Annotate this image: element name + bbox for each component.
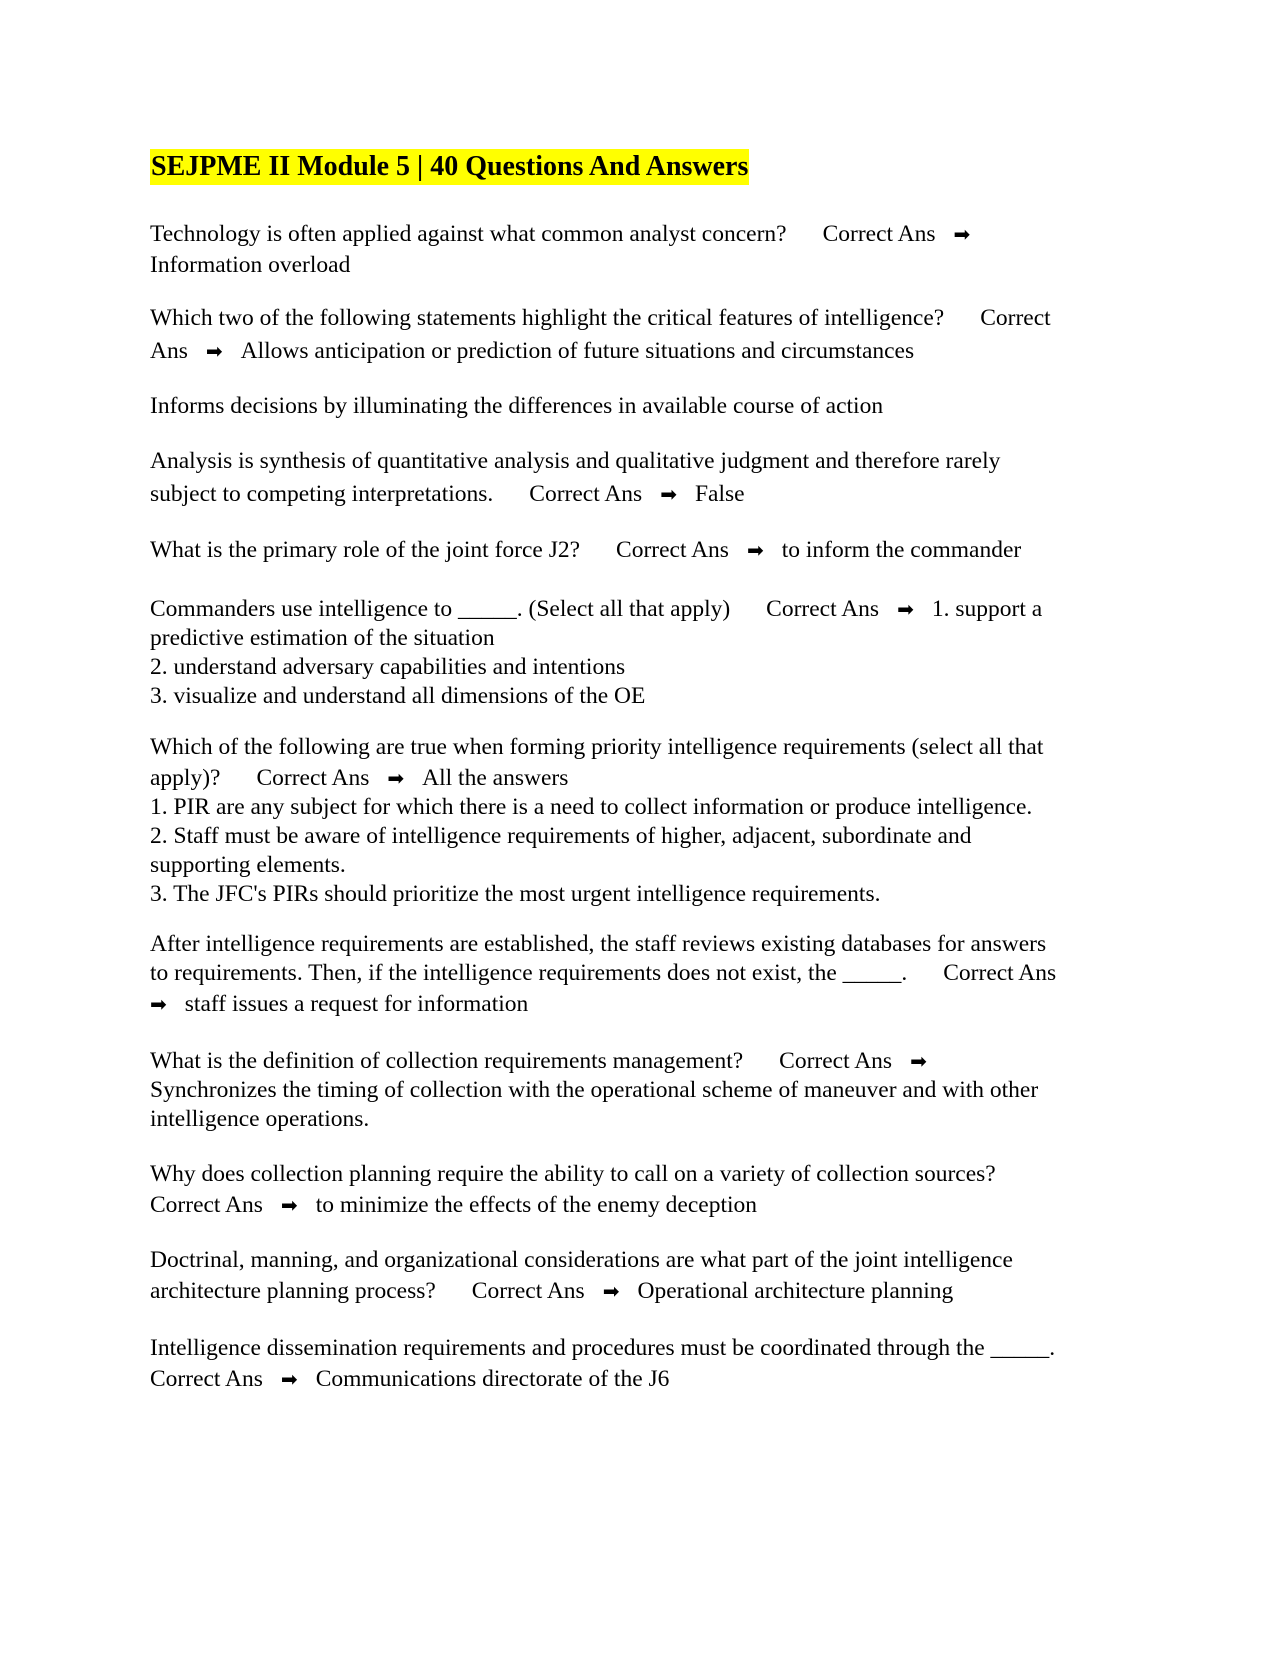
- question-text: What is the definition of collection requirements management?: [150, 1048, 744, 1074]
- answer-text: 1. PIR are any subject for which there is a need to collect information or produce intelligence.: [150, 794, 1033, 820]
- answer-text: intelligence operations.: [150, 1106, 370, 1132]
- answer-text: predictive estimation of the situation: [150, 625, 495, 651]
- question-text: apply)?: [150, 765, 221, 791]
- correct-ans-label: Correct Ans: [616, 537, 729, 563]
- qa-item-9: [150, 1159, 1130, 1221]
- qa-line: [150, 479, 1130, 510]
- question-text: Doctrinal, manning, and organizational considerations are what part of the joint intelligence: [150, 1247, 1013, 1273]
- answer-text: Information overload: [150, 252, 351, 278]
- correct-ans-label: Correct Ans: [256, 765, 370, 791]
- correct-ans-label-part2: Ans: [150, 338, 188, 364]
- correct-ans-label: Correct Ans: [943, 960, 1057, 986]
- question-text: Analysis is synthesis of quantitative analysis and qualitative judgment and therefore rarely: [150, 448, 1001, 474]
- answer-text: 2. understand adversary capabilities and intentions: [150, 654, 626, 680]
- question-text: Intelligence dissemination requirements and procedures must be coordinated through the _____.: [150, 1335, 1056, 1361]
- answer-text: 2. Staff must be aware of intelligence requirements of higher, adjacent, subordinate and: [150, 823, 972, 849]
- qa-item-2: [150, 303, 1130, 367]
- qa-line: [150, 303, 1130, 334]
- qa-line: [150, 219, 1130, 250]
- arrow-right-icon: ➡: [660, 482, 677, 506]
- qa-item-5: [150, 595, 1130, 711]
- qa-item-8: [150, 1047, 1130, 1134]
- qa-item-7: [150, 930, 1130, 1019]
- question-text: After intelligence requirements are established, the staff reviews existing databases for answers: [150, 931, 1047, 957]
- correct-ans-label: Correct Ans: [766, 596, 880, 622]
- qa-line: [150, 764, 1130, 793]
- question-text: Technology is often applied against what common analyst concern?: [150, 221, 787, 247]
- answer-text: to inform the commander: [781, 537, 1022, 563]
- arrow-right-icon: ➡: [387, 766, 405, 790]
- qa-line: [150, 990, 1130, 1019]
- arrow-right-icon: ➡: [910, 1049, 927, 1073]
- qa-item-4: [150, 535, 1130, 566]
- qa-line: [150, 959, 1130, 988]
- question-text: What is the primary role of the joint force J2?: [150, 537, 581, 563]
- qa-line: [150, 1276, 1130, 1307]
- answer-text: 3. The JFC's PIRs should prioritize the most urgent intelligence requirements.: [150, 881, 881, 907]
- question-text: Why does collection planning require the ability to call on a variety of collection sources?: [150, 1161, 996, 1187]
- answer-text: supporting elements.: [150, 852, 346, 878]
- qa-line: [150, 595, 1130, 624]
- answer-text: Communications directorate of the J6: [315, 1366, 670, 1392]
- arrow-right-icon: ➡: [746, 538, 764, 562]
- document-title: SEJPME II Module 5 | 40 Questions And Answers: [150, 149, 749, 185]
- qa-line: [150, 1364, 1130, 1395]
- question-text: Commanders use intelligence to _____. (Select all that apply): [150, 596, 731, 622]
- arrow-right-icon: ➡: [280, 1367, 298, 1391]
- answer-text: Operational architecture planning: [637, 1278, 954, 1304]
- qa-line: [150, 1047, 1130, 1076]
- correct-ans-label: Correct Ans: [779, 1048, 893, 1074]
- answer-text: to minimize the effects of the enemy deception: [315, 1192, 758, 1218]
- correct-ans-label: Correct Ans: [150, 1192, 263, 1218]
- question-text: to requirements. Then, if the intelligence requirements does not exist, the _____.: [150, 960, 908, 986]
- answer-text: 3. visualize and understand all dimensions of the OE: [150, 683, 646, 709]
- correct-ans-label: Correct Ans: [529, 481, 643, 507]
- answer-text: Synchronizes the timing of collection with the operational scheme of maneuver and with other: [150, 1077, 1039, 1103]
- answer-text: False: [694, 481, 745, 507]
- arrow-right-icon: ➡: [280, 1193, 298, 1217]
- arrow-right-icon: ➡: [150, 992, 167, 1016]
- question-text: Which two of the following statements highlight the critical features of intelligence?: [150, 305, 945, 331]
- question-text: Which of the following are true when forming priority intelligence requirements (select all that: [150, 734, 1044, 760]
- question-text: architecture planning process?: [150, 1278, 436, 1304]
- qa-item-2-continued: [150, 391, 1130, 422]
- answer-text: staff issues a request for information: [184, 991, 529, 1017]
- qa-line: [150, 535, 1130, 566]
- arrow-right-icon: ➡: [602, 1279, 620, 1303]
- answer-text: All the answers: [422, 765, 569, 791]
- arrow-right-icon: ➡: [953, 222, 971, 246]
- answer-text: Allows anticipation or prediction of future situations and circumstances: [240, 338, 915, 364]
- arrow-right-icon: ➡: [897, 597, 914, 621]
- arrow-right-icon: ➡: [205, 339, 223, 363]
- qa-item-11: [150, 1333, 1130, 1395]
- qa-line: [150, 1190, 1130, 1221]
- question-text: subject to competing interpretations.: [150, 481, 494, 507]
- qa-line: [150, 336, 1130, 367]
- answer-text: 1. support a: [931, 596, 1043, 622]
- correct-ans-label-part1: Correct: [980, 305, 1051, 331]
- correct-ans-label: Correct Ans: [471, 1278, 585, 1304]
- qa-item-1: [150, 219, 1130, 281]
- qa-item-10: [150, 1245, 1130, 1307]
- correct-ans-label: Correct Ans: [150, 1366, 263, 1392]
- qa-item-3: [150, 446, 1130, 510]
- correct-ans-label: Correct Ans: [822, 221, 936, 247]
- qa-item-6: [150, 733, 1130, 909]
- answer-text: Informs decisions by illuminating the differences in available course of action: [150, 393, 884, 419]
